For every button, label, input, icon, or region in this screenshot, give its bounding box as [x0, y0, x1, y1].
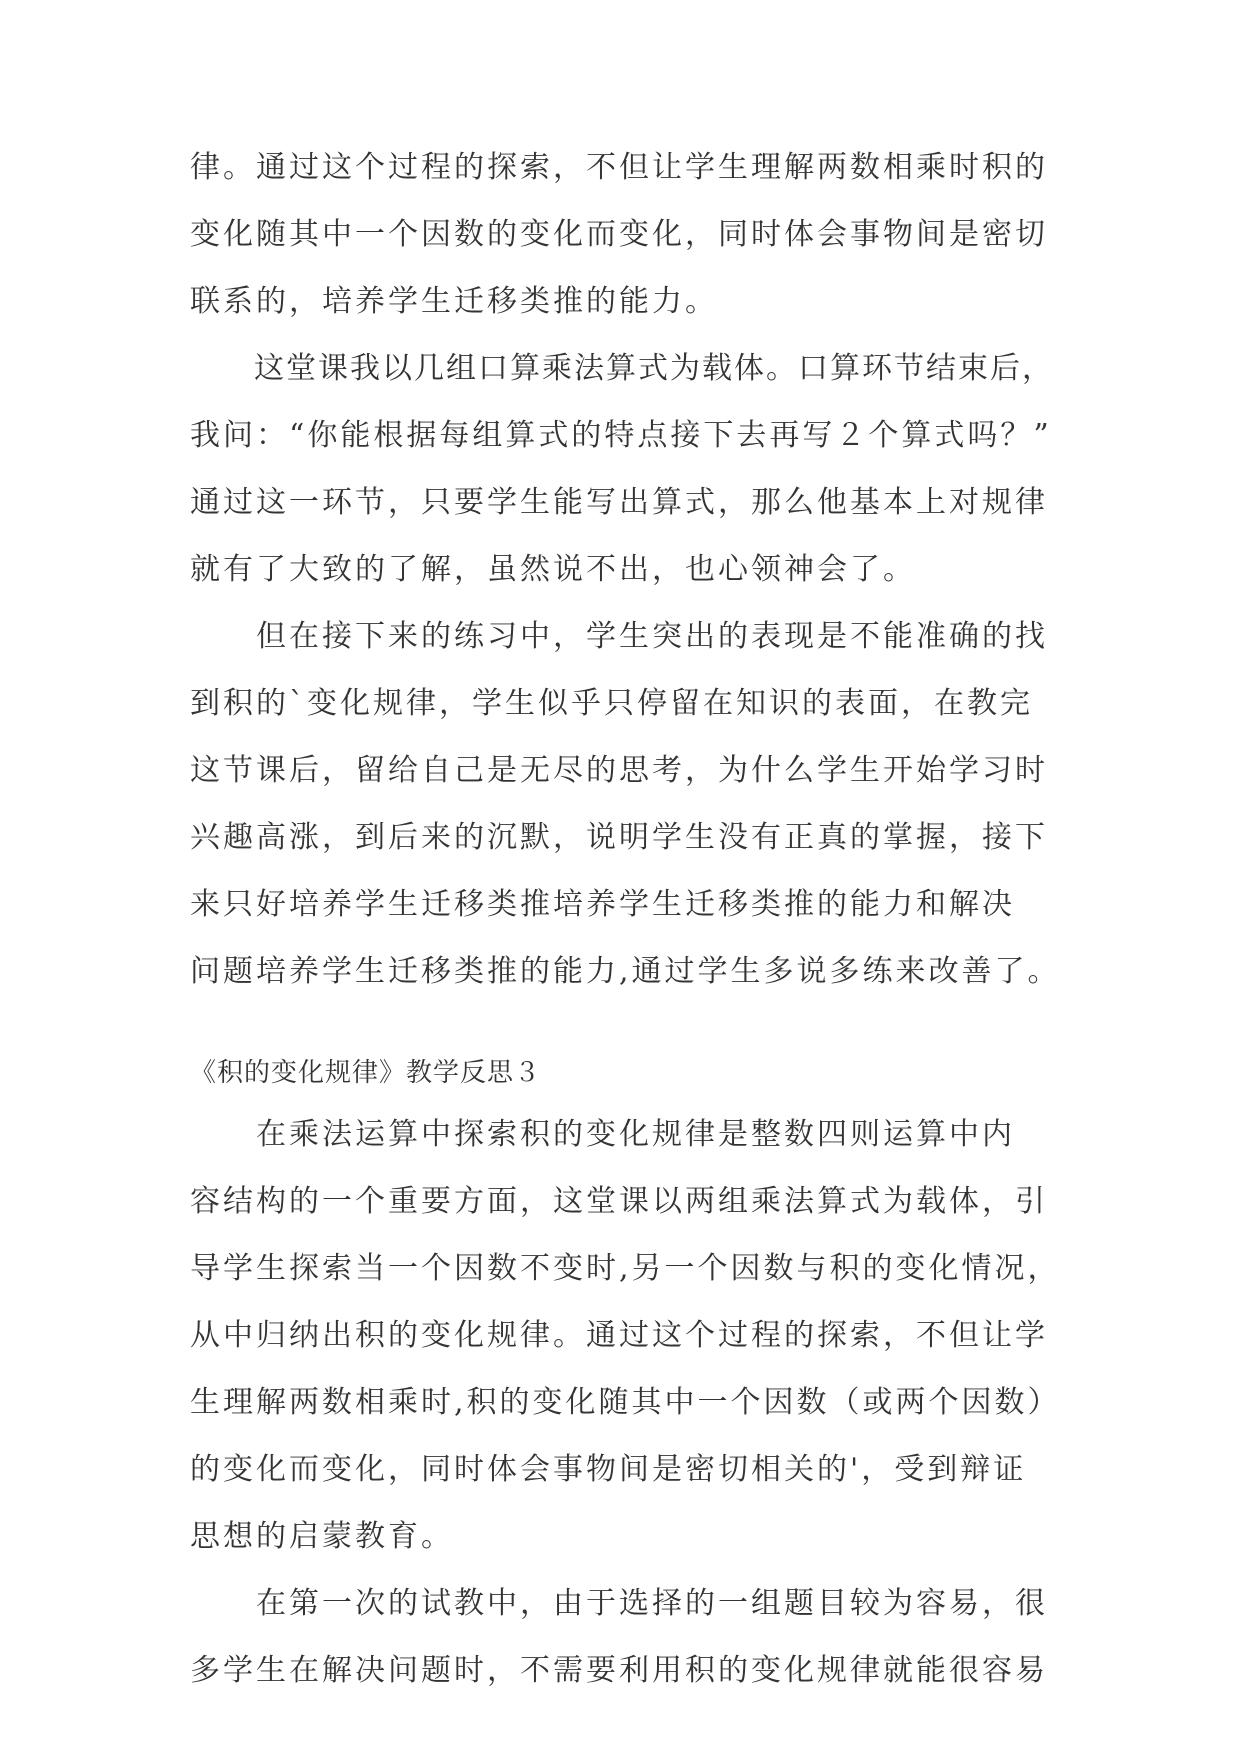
paragraph-line: 这堂课我以几组口算乘法算式为载体。口算环节结束后，	[190, 351, 1054, 386]
paragraph-line: 我问：“你能根据每组算式的特点接下去再写２个算式吗？”	[190, 418, 1052, 453]
paragraph-line: 思想的启蒙教育。	[190, 1519, 454, 1554]
paragraph-line: 从中归纳出积的变化规律。通过这个过程的探索，不但让学	[190, 1318, 1048, 1353]
paragraph-line: 这节课后，留给自己是无尽的思考，为什么学生开始学习时	[190, 753, 1048, 788]
paragraph-line: 生理解两数相乘时,积的变化随其中一个因数（或两个因数）	[190, 1385, 1061, 1420]
paragraph-line: 联系的，培养学生迁移类推的能力。	[190, 284, 718, 319]
section-heading: 《积的变化规律》教学反思３	[190, 1058, 542, 1088]
paragraph-line: 变化随其中一个因数的变化而变化，同时体会事物间是密切	[190, 217, 1048, 252]
paragraph-line: 来只好培养学生迁移类推培养学生迁移类推的能力和解决	[190, 887, 1015, 922]
paragraph-line: 通过这一环节，只要学生能写出算式，那么他基本上对规律	[190, 485, 1048, 520]
paragraph-line: 兴趣高涨，到后来的沉默，说明学生没有正真的掌握，接下	[190, 820, 1048, 855]
paragraph-line: 在第一次的试教中，由于选择的一组题目较为容易，很	[190, 1586, 1048, 1621]
paragraph-line: 的变化而变化，同时体会事物间是密切相关的'，受到辩证	[190, 1452, 1027, 1487]
paragraph-line: 容结构的一个重要方面，这堂课以两组乘法算式为载体，引	[190, 1184, 1048, 1219]
paragraph-line: 问题培养学生迁移类推的能力,通过学生多说多练来改善了。	[190, 954, 1061, 989]
paragraph-line: 律。通过这个过程的探索，不但让学生理解两数相乘时积的	[190, 150, 1048, 185]
paragraph-line: 但在接下来的练习中，学生突出的表现是不能准确的找	[190, 619, 1048, 654]
paragraph-line: 导学生探索当一个因数不变时,另一个因数与积的变化情况，	[190, 1251, 1061, 1286]
paragraph-line: 多学生在解决问题时，不需要利用积的变化规律就能很容易	[190, 1653, 1048, 1688]
paragraph-line: 就有了大致的了解，虽然说不出，也心领神会了。	[190, 552, 916, 587]
paragraph-line: 到积的`变化规律，学生似乎只停留在知识的表面，在教完	[190, 686, 1033, 721]
paragraph-line: 在乘法运算中探索积的变化规律是整数四则运算中内	[190, 1117, 1015, 1152]
